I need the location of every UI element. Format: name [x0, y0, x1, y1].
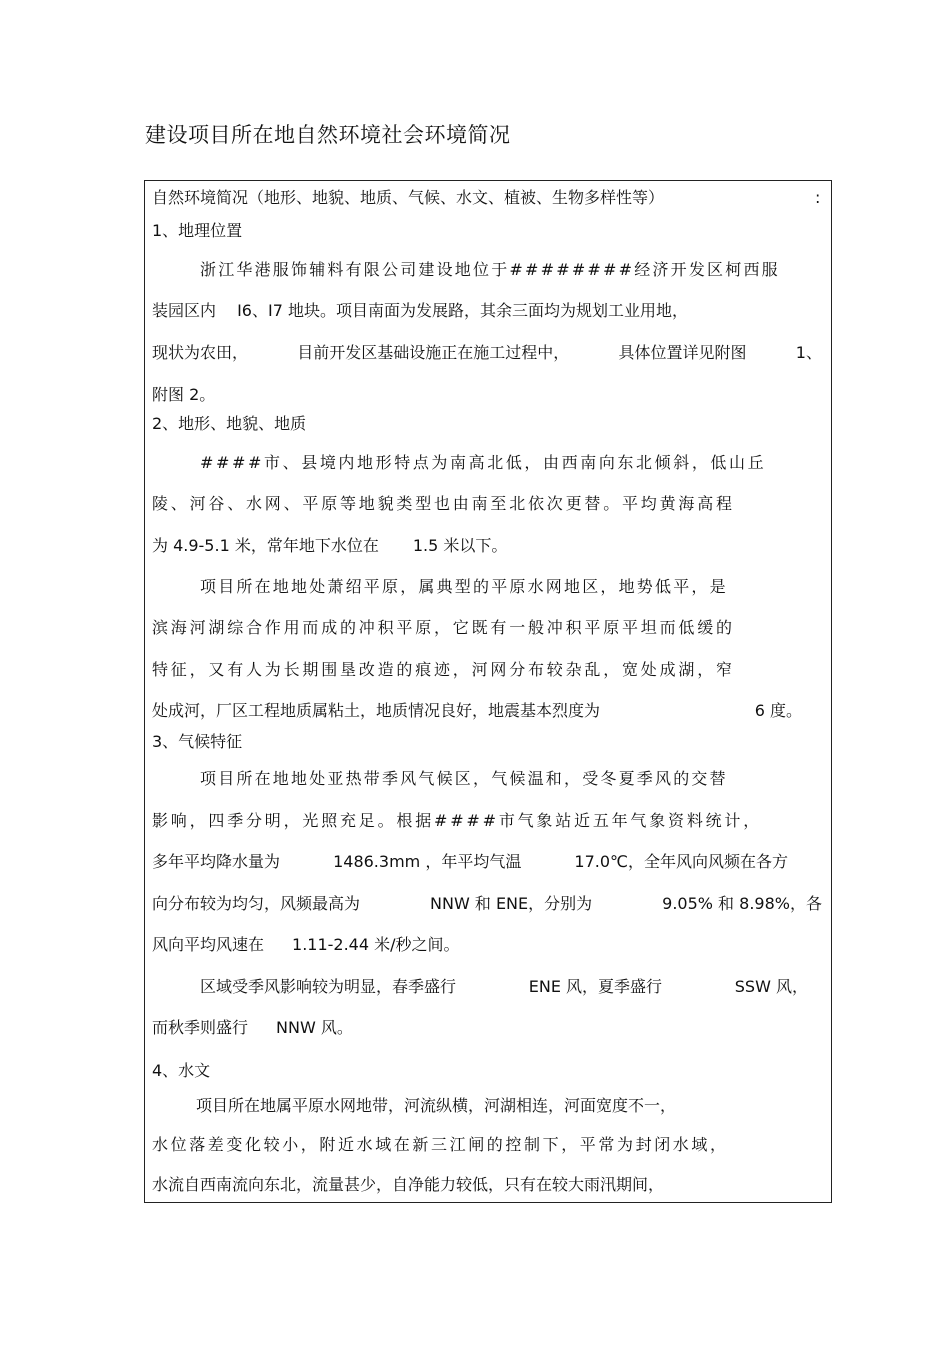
paragraph-line: 项目所在地地处亚热带季风气候区，气候温和，受冬夏季风的交替 [200, 769, 728, 788]
paragraph-line [152, 341, 822, 365]
heading-terrain: 2、地形、地貌、地质 [152, 414, 307, 433]
paragraph-line: 水位落差变化较小，附近水域在新三江闸的控制下，平常为封闭水域， [152, 1135, 729, 1154]
text-segment: 而秋季则盛行 [152, 1018, 249, 1037]
paragraph-line: 附图 2。 [152, 385, 216, 404]
text-segment: 1.5 米以下。 [412, 536, 508, 555]
paragraph-line: 装园区内 I6、I7 地块。项目南面为发展路，其余三面均为规划工业用地， [152, 301, 688, 320]
header-colon: : [815, 188, 821, 207]
paragraph-line: 影响，四季分明，光照充足。根据####市气象站近五年气象资料统计， [152, 811, 763, 830]
text-segment: 向分布较为均匀，风频最高为 [152, 894, 361, 913]
paragraph-line: 浙江华港服饰辅料有限公司建设地位于########经济开发区柯西服 [200, 260, 780, 279]
text-segment: 风向平均风速在 [152, 935, 265, 954]
heading-location: 1、地理位置 [152, 221, 243, 240]
paragraph-line [152, 534, 507, 558]
paragraph-line [152, 892, 822, 916]
heading-climate: 3、气候特征 [152, 732, 243, 751]
text-segment: 9.05% 和 8.98%，各 [662, 894, 822, 913]
paragraph-line [152, 933, 460, 957]
section-header: 自然环境简况（地形、地貌、地质、气候、水文、植被、生物多样性等） [152, 188, 665, 207]
text-segment: 为 4.9-5.1 米，常年地下水位在 [152, 536, 379, 555]
paragraph-line: 滨海河湖综合作用而成的冲积平原，它既有一般冲积平原平坦而低缓的 [152, 618, 735, 637]
text-segment: 17.0℃，全年风向风频在各方 [574, 852, 788, 871]
paragraph-line: 项目所在地地处萧绍平原，属典型的平原水网地区，地势低平，是 [200, 577, 728, 596]
paragraph-line: 项目所在地属平原水网地带，河流纵横，河湖相连，河面宽度不一， [196, 1096, 677, 1115]
paragraph-line: 特征，又有人为长期围垦改造的痕迹，河网分布较杂乱，宽处成湖，窄 [152, 660, 735, 679]
text-segment: 区域受季风影响较为明显，春季盛行 [200, 977, 457, 996]
paragraph-line [152, 1016, 353, 1040]
text-segment: NNW 和 ENE，分别为 [430, 894, 593, 913]
text-segment: 6 度。 [754, 701, 802, 720]
text-segment: 处成河，厂区工程地质属粘土，地质情况良好，地震基本烈度为 [152, 701, 601, 720]
text-segment: 具体位置详见附图 [618, 343, 747, 362]
paragraph-line: 水流自西南流向东北，流量甚少，自净能力较低，只有在较大雨汛期间， [152, 1175, 665, 1194]
paragraph-line [152, 699, 802, 723]
text-segment: NNW 风。 [276, 1018, 353, 1037]
paragraph-line: 陵、河谷、水网、平原等地貌类型也由南至北依次更替。平均黄海高程 [152, 494, 735, 513]
heading-hydrology: 4、水文 [152, 1061, 211, 1080]
text-segment: 1486.3mm ，年平均气温 [333, 852, 522, 871]
paragraph-line [152, 850, 788, 874]
page-title: 建设项目所在地自然环境社会环境简况 [145, 123, 511, 147]
text-segment: ENE 风，夏季盛行 [528, 977, 663, 996]
text-segment: 现状为农田， [152, 343, 249, 362]
paragraph-line: ####市、县境内地形特点为南高北低，由西南向东北倾斜，低山丘 [200, 453, 767, 472]
text-segment: 目前开发区基础设施正在施工过程中， [297, 343, 570, 362]
paragraph-line [200, 975, 808, 999]
text-segment: 1.11-2.44 米/秒之间。 [292, 935, 460, 954]
text-segment: SSW 风， [734, 977, 808, 996]
text-segment: 1、 [795, 343, 822, 362]
text-segment: 多年平均降水量为 [152, 852, 281, 871]
content-table [144, 180, 832, 1203]
